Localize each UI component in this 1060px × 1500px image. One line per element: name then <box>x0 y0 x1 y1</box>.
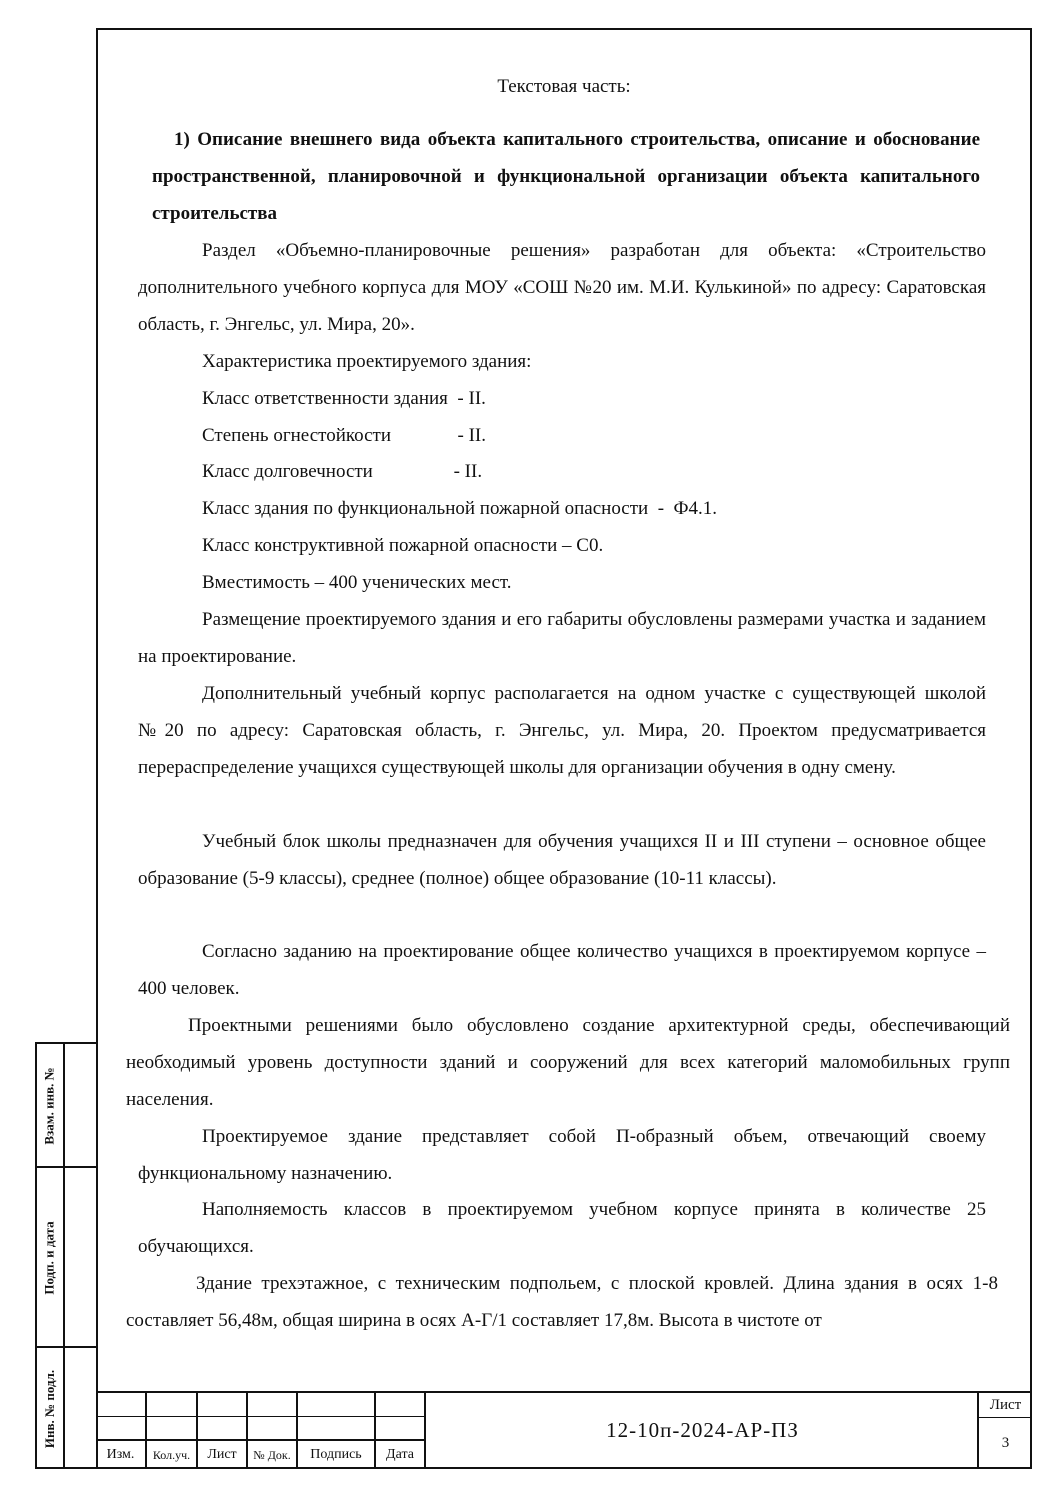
document-code: 12-10п-2024-АР-ПЗ <box>606 1417 799 1442</box>
section-title: Текстовая часть: <box>497 76 631 97</box>
paragraph-fire-resistance: Степень огнестойкости - II. <box>202 425 486 446</box>
paragraph-fire-hazard-class: Класс здания по функциональной пожарной опасности - Ф4.1. <box>202 498 718 519</box>
paragraph-location: Дополнительный учебный корпус располагается на одном участке с существующей школой №20 по адресу: Саратовская область, г. Энгельс, ул. Мира, 20. Проектом предусматривается перераспределение учащихся существующей школы для организации обучения в одну смену. <box>138 683 986 778</box>
side-label-inv: Инв. № подл. <box>42 1369 58 1448</box>
paragraph-accessibility: Проектными решениями было обусловлено создание архитектурной среды, обеспечивающий необходимый уровень доступности зданий и сооружений для всех категорий маломобильных групп населения. <box>126 1015 1010 1110</box>
sheet-number: 3 <box>1001 1435 1010 1451</box>
paragraph-placement: Размещение проектируемого здания и его габариты обусловлены размерами участка и заданием на проектирование. <box>138 609 986 667</box>
column-list: Лист <box>207 1447 237 1462</box>
section-heading: 1) Описание внешнего вида объекта капитального строительства, описание и обоснование пространственной, планировочной и функциональной организации объекта капитального строительства <box>152 129 980 224</box>
paragraph-capacity: Вместимость – 400 ученических мест. <box>202 572 512 593</box>
paragraph-intro: Раздел «Объемно-планировочные решения» разработан для объекта: «Строительство дополнительного учебного корпуса для МОУ «СОШ №20 им. М.И. Кулькиной» по адресу: Саратовская область, г. Энгельс, ул. Мира, 20». <box>138 240 986 335</box>
paragraph-building-shape: Проектируемое здание представляет собой П-образный объем, отвечающий своему функциональному назначению. <box>138 1126 986 1184</box>
sheet-label: Лист <box>989 1396 1022 1413</box>
paragraph-construction-fire-class: Класс конструктивной пожарной опасности – С0. <box>202 535 604 556</box>
paragraph-characteristics-heading: Характеристика проектируемого здания: <box>202 351 532 372</box>
paragraph-durability-class: Класс долговечности - II. <box>202 461 483 482</box>
paragraph-students-count: Согласно заданию на проектирование общее количество учащихся в проектируемом корпусе – 400 человек. <box>138 941 986 999</box>
paragraph-study-block: Учебный блок школы предназначен для обучения учащихся II и III ступени – основное общее образование (5-9 классы), среднее (полное) общее образование (10-11 классы). <box>138 831 986 889</box>
side-stamp <box>35 1042 97 1469</box>
paragraph-building-dimensions: Здание трехэтажное, с техническим подпольем, с плоской кровлей. Длина здания в осях 1-8 составляет 56,48м, общая ширина в осях А-Г/1 составляет 17,8м. Высота в чистоте от <box>126 1273 998 1331</box>
side-label-vzam: Взам. инв. № <box>42 1067 58 1145</box>
column-izm: Изм. <box>106 1447 135 1462</box>
column-ndok: № Док. <box>253 1447 291 1462</box>
column-koluch: Кол.уч. <box>152 1447 191 1462</box>
paragraph-class-occupancy: Наполняемость классов в проектируемом учебном корпусе принята в количестве 25 обучающихся. <box>138 1199 986 1257</box>
title-block <box>96 1391 1032 1469</box>
side-label-podp: Подп. и дата <box>42 1221 58 1295</box>
column-data: Дата <box>386 1447 414 1462</box>
column-podpis: Подпись <box>310 1447 362 1462</box>
paragraph-responsibility-class: Класс ответственности здания - II. <box>202 388 486 409</box>
